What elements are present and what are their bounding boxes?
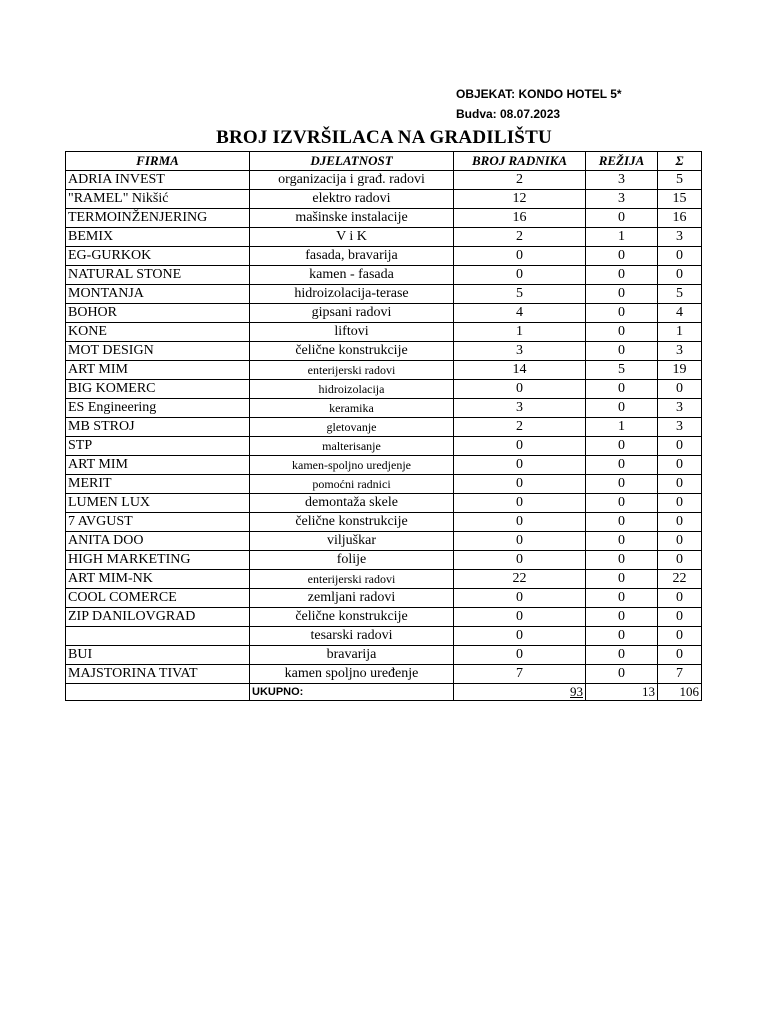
firma-cell: ES Engineering [66, 399, 250, 418]
djelatnost-cell: kamen spoljno uređenje [250, 665, 454, 684]
rezija-cell: 0 [586, 304, 658, 323]
sum-cell: 7 [658, 665, 702, 684]
rezija-cell: 0 [586, 456, 658, 475]
total-empty-cell [66, 684, 250, 701]
broj-radnika-cell: 4 [454, 304, 586, 323]
table-row [66, 475, 702, 494]
date-label: Budva: 08.07.2023 [456, 107, 561, 121]
djelatnost-cell: gipsani radovi [250, 304, 454, 323]
table-row [66, 608, 702, 627]
djelatnost-cell: V i K [250, 228, 454, 247]
rezija-cell: 0 [586, 627, 658, 646]
broj-radnika-cell: 22 [454, 570, 586, 589]
firma-cell: MERIT [66, 475, 250, 494]
firma-cell: LUMEN LUX [66, 494, 250, 513]
firma-cell: STP [66, 437, 250, 456]
sum-cell: 3 [658, 342, 702, 361]
sum-cell: 0 [658, 494, 702, 513]
sum-cell: 3 [658, 399, 702, 418]
firma-cell: MOT DESIGN [66, 342, 250, 361]
table-row [66, 627, 702, 646]
sum-cell: 3 [658, 418, 702, 437]
broj-radnika-cell: 16 [454, 209, 586, 228]
rezija-cell: 0 [586, 494, 658, 513]
column-header-firma: FIRMA [66, 152, 250, 171]
table-row [66, 266, 702, 285]
broj-radnika-cell: 2 [454, 228, 586, 247]
broj-radnika-cell: 0 [454, 456, 586, 475]
firma-cell [66, 627, 250, 646]
table-row [66, 456, 702, 475]
rezija-cell: 1 [586, 228, 658, 247]
table-row [66, 513, 702, 532]
djelatnost-cell: hidroizolacija-terase [250, 285, 454, 304]
rezija-cell: 0 [586, 399, 658, 418]
djelatnost-cell: malterisanje [250, 437, 454, 456]
broj-radnika-cell: 0 [454, 247, 586, 266]
broj-radnika-cell: 1 [454, 323, 586, 342]
table-row [66, 589, 702, 608]
broj-radnika-cell: 0 [454, 551, 586, 570]
total-broj: 93 [454, 684, 586, 701]
djelatnost-cell: liftovi [250, 323, 454, 342]
workers-table [65, 151, 702, 701]
sum-cell: 0 [658, 608, 702, 627]
rezija-cell: 0 [586, 437, 658, 456]
sum-cell: 0 [658, 551, 702, 570]
firma-cell: BUI [66, 646, 250, 665]
sum-cell: 0 [658, 532, 702, 551]
sum-cell: 0 [658, 589, 702, 608]
djelatnost-cell: demontaža skele [250, 494, 454, 513]
sum-cell: 0 [658, 247, 702, 266]
firma-cell: 7 AVGUST [66, 513, 250, 532]
djelatnost-cell: zemljani radovi [250, 589, 454, 608]
djelatnost-cell: organizacija i građ. radovi [250, 171, 454, 190]
total-label: UKUPNO: [250, 684, 454, 701]
broj-radnika-cell: 0 [454, 513, 586, 532]
sum-cell: 0 [658, 266, 702, 285]
table-row [66, 532, 702, 551]
rezija-cell: 0 [586, 266, 658, 285]
sum-cell: 0 [658, 456, 702, 475]
column-header-broj-radnika: BROJ RADNIKA [454, 152, 586, 171]
broj-radnika-cell: 12 [454, 190, 586, 209]
broj-radnika-cell: 0 [454, 437, 586, 456]
sum-cell: 16 [658, 209, 702, 228]
rezija-cell: 3 [586, 171, 658, 190]
table-row [66, 665, 702, 684]
firma-cell: "RAMEL" Nikšić [66, 190, 250, 209]
table-row [66, 209, 702, 228]
rezija-cell: 0 [586, 646, 658, 665]
djelatnost-cell: elektro radovi [250, 190, 454, 209]
sum-cell: 15 [658, 190, 702, 209]
rezija-cell: 0 [586, 209, 658, 228]
broj-radnika-cell: 0 [454, 380, 586, 399]
firma-cell: BEMIX [66, 228, 250, 247]
djelatnost-cell: kamen - fasada [250, 266, 454, 285]
broj-radnika-cell: 0 [454, 627, 586, 646]
broj-radnika-cell: 2 [454, 171, 586, 190]
firma-cell: ART MIM [66, 456, 250, 475]
sum-cell: 22 [658, 570, 702, 589]
firma-cell: ART MIM [66, 361, 250, 380]
broj-radnika-cell: 3 [454, 342, 586, 361]
djelatnost-cell: kamen-spoljno uredjenje [250, 456, 454, 475]
sum-cell: 0 [658, 437, 702, 456]
djelatnost-cell: gletovanje [250, 418, 454, 437]
table-row [66, 190, 702, 209]
djelatnost-cell: mašinske instalacije [250, 209, 454, 228]
table-row [66, 437, 702, 456]
rezija-cell: 0 [586, 570, 658, 589]
sum-cell: 0 [658, 627, 702, 646]
broj-radnika-cell: 0 [454, 608, 586, 627]
broj-radnika-cell: 2 [454, 418, 586, 437]
table-row [66, 380, 702, 399]
firma-cell: MB STROJ [66, 418, 250, 437]
firma-cell: ZIP DANILOVGRAD [66, 608, 250, 627]
broj-radnika-cell: 5 [454, 285, 586, 304]
table-header-row [66, 152, 702, 171]
djelatnost-cell: keramika [250, 399, 454, 418]
broj-radnika-cell: 14 [454, 361, 586, 380]
rezija-cell: 0 [586, 380, 658, 399]
firma-cell: ADRIA INVEST [66, 171, 250, 190]
djelatnost-cell: čelične konstrukcije [250, 513, 454, 532]
firma-cell: ART MIM-NK [66, 570, 250, 589]
sum-cell: 0 [658, 646, 702, 665]
page-title: BROJ IZVRŠILACA NA GRADILIŠTU [216, 127, 552, 148]
table-row [66, 570, 702, 589]
djelatnost-cell: hidroizolacija [250, 380, 454, 399]
rezija-cell: 0 [586, 323, 658, 342]
column-header-sum: Σ [658, 152, 702, 171]
djelatnost-cell: pomoćni radnici [250, 475, 454, 494]
rezija-cell: 0 [586, 475, 658, 494]
table-row [66, 494, 702, 513]
rezija-cell: 0 [586, 665, 658, 684]
djelatnost-cell: fasada, bravarija [250, 247, 454, 266]
firma-cell: EG-GURKOK [66, 247, 250, 266]
column-header-rezija: REŽIJA [586, 152, 658, 171]
table-row [66, 399, 702, 418]
rezija-cell: 0 [586, 342, 658, 361]
djelatnost-cell: enterijerski radovi [250, 361, 454, 380]
broj-radnika-cell: 0 [454, 589, 586, 608]
broj-radnika-cell: 3 [454, 399, 586, 418]
rezija-cell: 0 [586, 608, 658, 627]
djelatnost-cell: tesarski radovi [250, 627, 454, 646]
firma-cell: TERMOINŽENJERING [66, 209, 250, 228]
broj-radnika-cell: 0 [454, 266, 586, 285]
table-row [66, 247, 702, 266]
sum-cell: 5 [658, 171, 702, 190]
djelatnost-cell: čelične konstrukcije [250, 342, 454, 361]
column-header-djelatnost: DJELATNOST [250, 152, 454, 171]
total-row [66, 684, 702, 701]
sum-cell: 0 [658, 513, 702, 532]
table-row [66, 304, 702, 323]
rezija-cell: 0 [586, 551, 658, 570]
broj-radnika-cell: 0 [454, 475, 586, 494]
sum-cell: 1 [658, 323, 702, 342]
firma-cell: MONTANJA [66, 285, 250, 304]
table-row [66, 228, 702, 247]
rezija-cell: 0 [586, 589, 658, 608]
rezija-cell: 0 [586, 247, 658, 266]
total-sum: 106 [658, 684, 702, 701]
firma-cell: MAJSTORINA TIVAT [66, 665, 250, 684]
djelatnost-cell: folije [250, 551, 454, 570]
table-row [66, 285, 702, 304]
sum-cell: 0 [658, 475, 702, 494]
firma-cell: HIGH MARKETING [66, 551, 250, 570]
rezija-cell: 0 [586, 285, 658, 304]
firma-cell: BOHOR [66, 304, 250, 323]
table-row [66, 418, 702, 437]
djelatnost-cell: bravarija [250, 646, 454, 665]
sum-cell: 19 [658, 361, 702, 380]
broj-radnika-cell: 0 [454, 494, 586, 513]
sum-cell: 3 [658, 228, 702, 247]
object-label: OBJEKAT: KONDO HOTEL 5* [456, 87, 622, 101]
rezija-cell: 1 [586, 418, 658, 437]
broj-radnika-cell: 0 [454, 646, 586, 665]
firma-cell: ANITA DOO [66, 532, 250, 551]
rezija-cell: 0 [586, 532, 658, 551]
broj-radnika-cell: 7 [454, 665, 586, 684]
djelatnost-cell: viljuškar [250, 532, 454, 551]
total-rezija: 13 [586, 684, 658, 701]
rezija-cell: 5 [586, 361, 658, 380]
rezija-cell: 0 [586, 513, 658, 532]
table-row [66, 323, 702, 342]
table-row [66, 342, 702, 361]
djelatnost-cell: enterijerski radovi [250, 570, 454, 589]
table-row [66, 171, 702, 190]
table-row [66, 361, 702, 380]
firma-cell: NATURAL STONE [66, 266, 250, 285]
firma-cell: KONE [66, 323, 250, 342]
table-row [66, 551, 702, 570]
sum-cell: 4 [658, 304, 702, 323]
firma-cell: COOL COMERCE [66, 589, 250, 608]
broj-radnika-cell: 0 [454, 532, 586, 551]
djelatnost-cell: čelične konstrukcije [250, 608, 454, 627]
sum-cell: 5 [658, 285, 702, 304]
sum-cell: 0 [658, 380, 702, 399]
table-row [66, 646, 702, 665]
firma-cell: BIG KOMERC [66, 380, 250, 399]
rezija-cell: 3 [586, 190, 658, 209]
